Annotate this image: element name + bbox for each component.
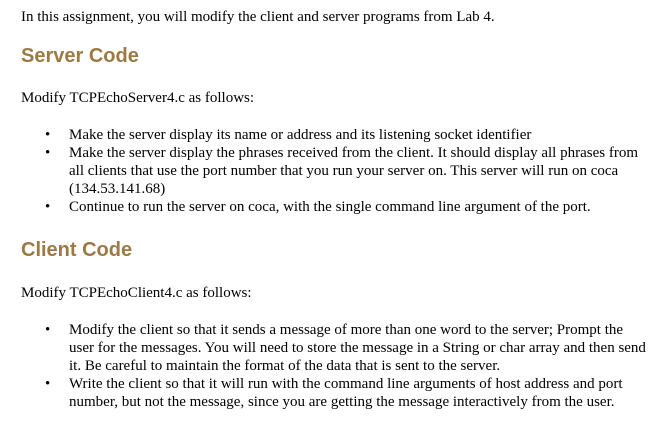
list-item (0, 126, 649, 144)
server-bullet-list (0, 126, 649, 216)
client-bullet-list (0, 321, 649, 411)
intro-paragraph: In this assignment, you will modify the client and server programs from Lab 4. (21, 9, 495, 25)
list-item (0, 198, 649, 216)
list-item-text: Make the server display its name or address and its listening socket identifier (69, 127, 532, 143)
bullet-dot-icon: • (45, 127, 51, 143)
list-item-text: Write the client so that it will run with the command line arguments of host address and port number, but not the message, since you are getting the message interactively from the user. (69, 376, 623, 410)
bullet-dot-icon: • (45, 145, 51, 161)
server-modify-line: Modify TCPEchoServer4.c as follows: (21, 90, 255, 106)
server-code-heading: Server Code (21, 45, 139, 67)
list-item-text: Continue to run the server on coca, with the single command line argument of the port. (69, 199, 591, 215)
list-item (0, 144, 649, 198)
bullet-dot-icon: • (45, 199, 51, 215)
client-modify-line: Modify TCPEchoClient4.c as follows: (21, 285, 252, 301)
list-item (0, 321, 649, 375)
bullet-dot-icon: • (45, 376, 51, 392)
list-item-text: Make the server display the phrases received from the client. It should display all phrases from all clients that use the port number that you run your server on. This server will run on coca (134.53.141.68) (69, 145, 638, 197)
bullet-dot-icon: • (45, 322, 51, 338)
list-item-text: Modify the client so that it sends a message of more than one word to the server; Prompt the user for the messages. You will need to store the message in a String or char array and then send it. Be careful to maintain the format of the data that is sent to the server. (69, 322, 646, 374)
client-code-heading: Client Code (21, 239, 133, 261)
list-item (0, 375, 649, 411)
